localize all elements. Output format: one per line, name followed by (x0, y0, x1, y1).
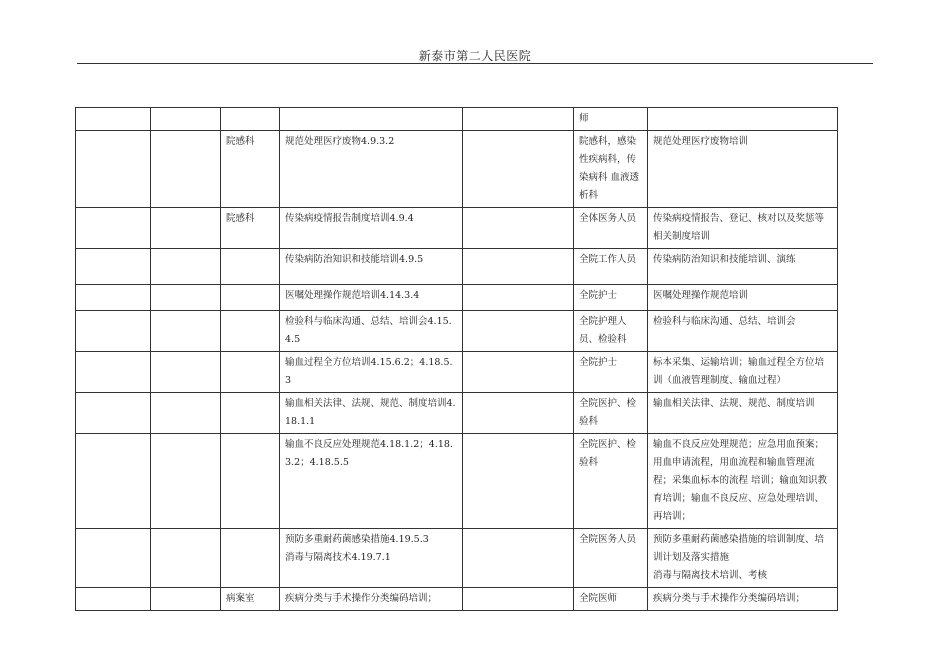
table-cell-c7: 输血不良反应处理规范；应急用血预案；用血申请流程，用血流程和输血管理流程；采集血标本的流程 培训；输血知识教育培训；输血不良反应、应急处理培训、再培训； (648, 434, 838, 529)
page-header-title: 新泰市第二人民医院 (418, 49, 532, 63)
table-cell-c3 (221, 311, 280, 352)
table-cell-c4: 检验科与临床沟通、总结、培训会4.15.4.5 (280, 311, 463, 352)
table-cell-c1 (76, 285, 151, 311)
table-cell-c2 (151, 352, 221, 393)
table-cell-c4: 传染病疫情报告制度培训4.9.4 (280, 208, 463, 249)
table-cell-c2 (151, 208, 221, 249)
table-cell-c1 (76, 108, 151, 131)
table-cell-c1 (76, 434, 151, 529)
table-cell-c6: 全院护士 (574, 352, 648, 393)
table-cell-c6: 师 (574, 108, 648, 131)
table-cell-c4: 医嘱处理操作规范培训4.14.3.4 (280, 285, 463, 311)
table-row (76, 108, 838, 131)
table-row (76, 352, 838, 393)
table-cell-c6: 全院工作人员 (574, 249, 648, 285)
table-cell-c3: 院感科 (221, 131, 280, 208)
table-cell-c7: 标本采集、运输培训；输血过程全方位培训（血液管理制度、输血过程） (648, 352, 838, 393)
table-cell-c7: 预防多重耐药菌感染措施的培训制度、培训计划及落实措施 消毒与隔离技术培训、考核 (648, 529, 838, 588)
table-cell-c4 (280, 108, 463, 131)
table-cell-c6: 全体医务人员 (574, 208, 648, 249)
table-cell-c3: 病案室 (221, 588, 280, 611)
table-cell-c5 (463, 352, 574, 393)
table-cell-c6: 全院医师 (574, 588, 648, 611)
table-cell-c2 (151, 588, 221, 611)
table-row (76, 249, 838, 285)
table-row (76, 208, 838, 249)
table-cell-c3 (221, 249, 280, 285)
table-cell-c5 (463, 108, 574, 131)
table-cell-c2 (151, 131, 221, 208)
table-cell-c2 (151, 285, 221, 311)
table-row (76, 434, 838, 529)
table-cell-c1 (76, 529, 151, 588)
table-cell-c3 (221, 108, 280, 131)
table-cell-c7: 输血相关法律、法规、规范、制度培训 (648, 393, 838, 434)
table-cell-c3 (221, 285, 280, 311)
table-cell-c5 (463, 285, 574, 311)
table-cell-c7: 医嘱处理操作规范培训 (648, 285, 838, 311)
table-cell-c6: 全院医护、检验科 (574, 393, 648, 434)
table-cell-c4: 传染病防治知识和技能培训4.9.5 (280, 249, 463, 285)
table-cell-c7 (648, 108, 838, 131)
table-row (76, 311, 838, 352)
table-cell-c5 (463, 131, 574, 208)
table-cell-c5 (463, 529, 574, 588)
table-cell-c1 (76, 393, 151, 434)
header-rule (77, 63, 873, 64)
table-cell-c2 (151, 249, 221, 285)
table-cell-c4: 规范处理医疗废物4.9.3.2 (280, 131, 463, 208)
table-cell-c7: 规范处理医疗废物培训 (648, 131, 838, 208)
table-cell-c2 (151, 529, 221, 588)
table-cell-c3 (221, 393, 280, 434)
table-cell-c4: 疾病分类与手术操作分类编码培训； (280, 588, 463, 611)
table-cell-c7: 传染病防治知识和技能培训、演练 (648, 249, 838, 285)
table-cell-c5 (463, 434, 574, 529)
table-cell-c1 (76, 352, 151, 393)
table-cell-c7: 疾病分类与手术操作分类编码培训； (648, 588, 838, 611)
table-cell-c5 (463, 588, 574, 611)
table-cell-c6: 全院医护、检验科 (574, 434, 648, 529)
table-cell-c3 (221, 529, 280, 588)
table-row (76, 393, 838, 434)
table-cell-c5 (463, 311, 574, 352)
table-cell-c4: 输血不良反应处理规范4.18.1.2；4.18.3.2；4.18.5.5 (280, 434, 463, 529)
training-plan-table (75, 107, 838, 611)
table-cell-c6: 全院护理人员、检验科 (574, 311, 648, 352)
table-cell-c7: 传染病疫情报告、登记、核对以及奖惩等相关制度培训 (648, 208, 838, 249)
table-cell-c5 (463, 208, 574, 249)
table-cell-c2 (151, 434, 221, 529)
table-cell-c1 (76, 208, 151, 249)
table-cell-c4: 输血相关法律、法规、规范、制度培训4.18.1.1 (280, 393, 463, 434)
table-cell-c2 (151, 108, 221, 131)
table-cell-c6: 全院医务人员 (574, 529, 648, 588)
table-cell-c2 (151, 311, 221, 352)
table-cell-c3: 院感科 (221, 208, 280, 249)
table-row (76, 131, 838, 208)
table-cell-c1 (76, 249, 151, 285)
table-cell-c7: 检验科与临床沟通、总结、培训会 (648, 311, 838, 352)
table-body (76, 108, 838, 611)
table-cell-c1 (76, 311, 151, 352)
table-cell-c1 (76, 588, 151, 611)
table-cell-c3 (221, 434, 280, 529)
table-cell-c4: 输血过程全方位培训4.15.6.2；4.18.5.3 (280, 352, 463, 393)
table-row (76, 285, 838, 311)
table-cell-c6: 全院护士 (574, 285, 648, 311)
table-cell-c1 (76, 131, 151, 208)
table-cell-c3 (221, 352, 280, 393)
table-cell-c5 (463, 249, 574, 285)
table-row (76, 588, 838, 611)
table-cell-c2 (151, 393, 221, 434)
table-row (76, 529, 838, 588)
table-cell-c6: 院感科，感染性疾病科，传染病科 血液透析科 (574, 131, 648, 208)
table-cell-c4: 预防多重耐药菌感染措施4.19.5.3 消毒与隔离技术4.19.7.1 (280, 529, 463, 588)
table-cell-c5 (463, 393, 574, 434)
